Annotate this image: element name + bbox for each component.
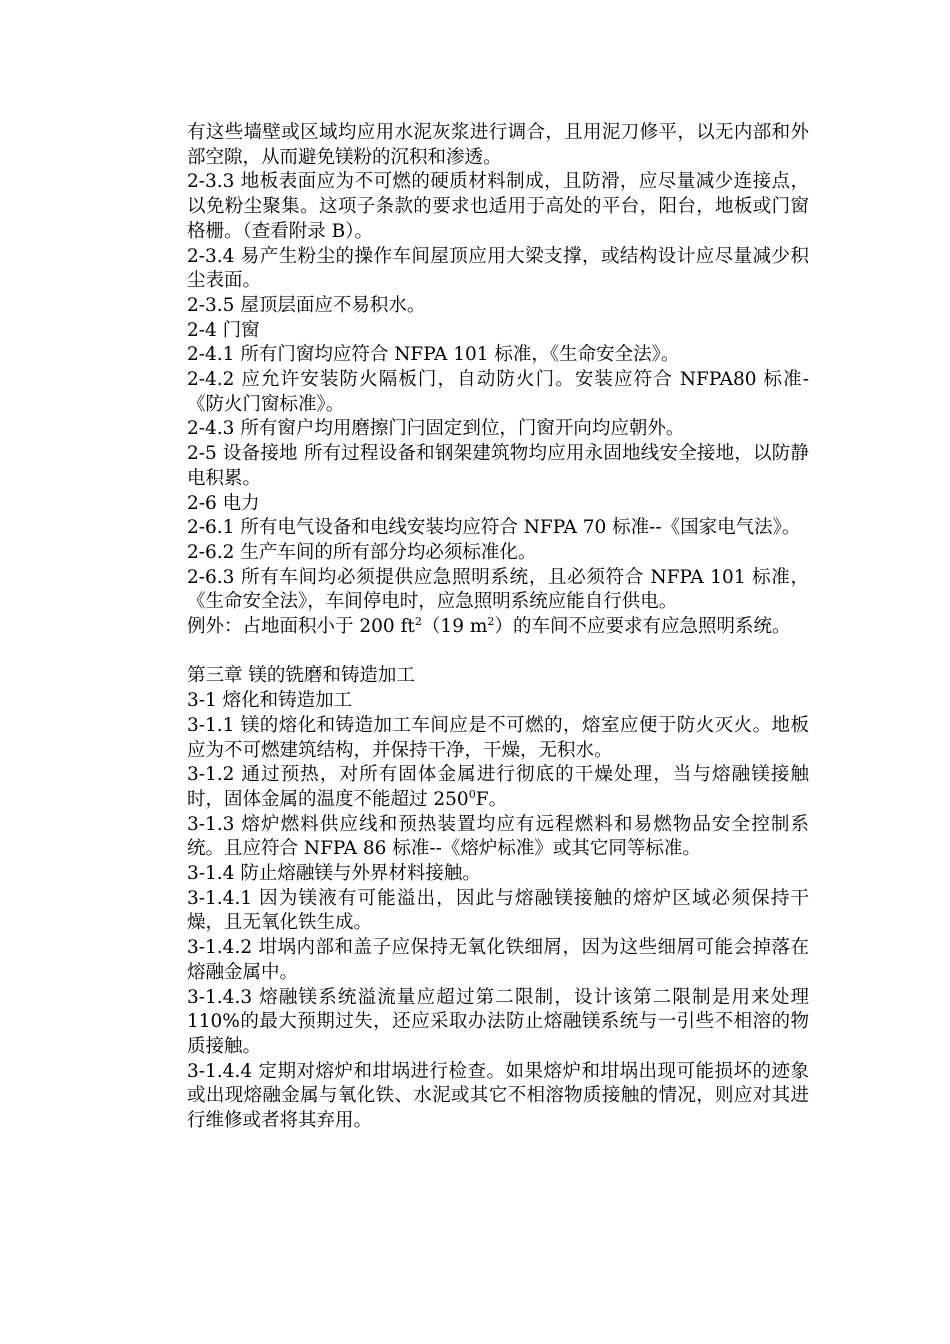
section-heading: 2-4 门窗 [187,319,260,341]
text-run: F。 [475,788,508,810]
document-page [187,121,809,1134]
paragraph: 3-1.4.2 坩埚内部和盖子应保持无氧化铁细屑，因为这些细屑可能会掉落在熔融金属中。 [187,937,809,983]
paragraph: 2-3.4 易产生粉尘的操作车间屋顶应用大梁支撑，或结构设计应尽量减少积尘表面。 [187,245,809,292]
paragraph: 3-1.4.4 定期对熔炉和坩埚进行检查。如果熔炉和坩埚出现可能损坏的迹象或出现熔融金属与氧化铁、水泥或其它不相溶物质接触的情况，则应对其进行维修或者将其弃用。 [187,1060,809,1132]
chapter-title: 第三章 镁的铣磨和铸造加工 [187,665,415,687]
paragraph: 2-6.1 所有电气设备和电线安装均应符合 NFPA 70 标准--《国家电气法》。 [187,517,801,539]
exception-paragraph [187,615,809,640]
superscript: 0 [468,787,476,801]
paragraph: 2-4.1 所有门窗均应符合 NFPA 101 标准，《生命安全法》。 [187,344,680,366]
superscript: 2 [414,614,422,628]
paragraph: 2-3.5 屋顶层面应不易积水。 [187,294,426,316]
paragraph: 2-5 设备接地 所有过程设备和钢架建筑物均应用永固地线安全接地，以防静电积累。 [187,443,809,489]
text-run: （19 m [421,616,488,638]
superscript: 2 [487,614,495,628]
paragraph: 2-6.3 所有车间均必须提供应急照明系统，且必须符合 NFPA 101 标准，《生命安全法》，车间停电时，应急照明系统应能自行供电。 [187,566,809,613]
paragraph: 2-3.3 地板表面应为不可燃的硬质材料制成，且防滑，应尽量减少连接点，以免粉尘聚集。这项子条款的要求也适用于高处的平台，阳台，地板或门窗格栅。（查看附录 B）。 [187,171,809,242]
paragraph [187,763,809,812]
paragraph: 3-1.4 防止熔融镁与外界材料接触。 [187,863,481,885]
paragraph: 2-4.3 所有窗户均用磨擦门闩固定到位，门窗开向均应朝外。 [187,418,685,440]
section-heading: 3-1 熔化和铸造加工 [187,690,353,712]
text-run: 例外：占地面积小于 200 ft [187,616,415,638]
paragraph: 有这些墙壁或区域均应用水泥灰浆进行调合，且用泥刀修平，以无内部和外部空隙，从而避免镁粉的沉积和渗透。 [187,122,809,168]
text-run: ）的车间不应要求有应急照明系统。 [494,616,791,638]
paragraph: 3-1.4.1 因为镁液有可能溢出，因此与熔融镁接触的熔炉区域必须保持干燥，且无氧化铁生成。 [187,887,809,934]
paragraph: 3-1.4.3 熔融镁系统溢流量应超过第二限制，设计该第二限制是用来处理 110%的最大预期过失，还应采取办法防止熔融镁系统与一引些不相溶的物质接触。 [187,986,809,1057]
paragraph: 2-4.2 应允许安装防火隔板门，自动防火门。安装应符合 NFPA80 标准-《防火门窗标准》。 [187,369,809,415]
blank-line [187,640,809,665]
paragraph: 3-1.3 熔炉燃料供应线和预热装置均应有远程燃料和易燃物品安全控制系统。且应符合 NFPA 86 标准--《熔炉标准》或其它同等标准。 [187,813,809,860]
text-run: 3-1.2 通过预热，对所有固体金属进行彻底的干燥处理，当与熔融镁接触时，固体金属的温度不能超过 250 [187,764,809,810]
paragraph: 2-6.2 生产车间的所有部分均必须标准化。 [187,541,537,563]
section-heading: 2-6 电力 [187,492,260,514]
paragraph: 3-1.1 镁的熔化和铸造加工车间应是不可燃的，熔室应便于防火灭火。地板应为不可燃建筑结构，并保持干净，干燥，无积水。 [187,714,809,761]
